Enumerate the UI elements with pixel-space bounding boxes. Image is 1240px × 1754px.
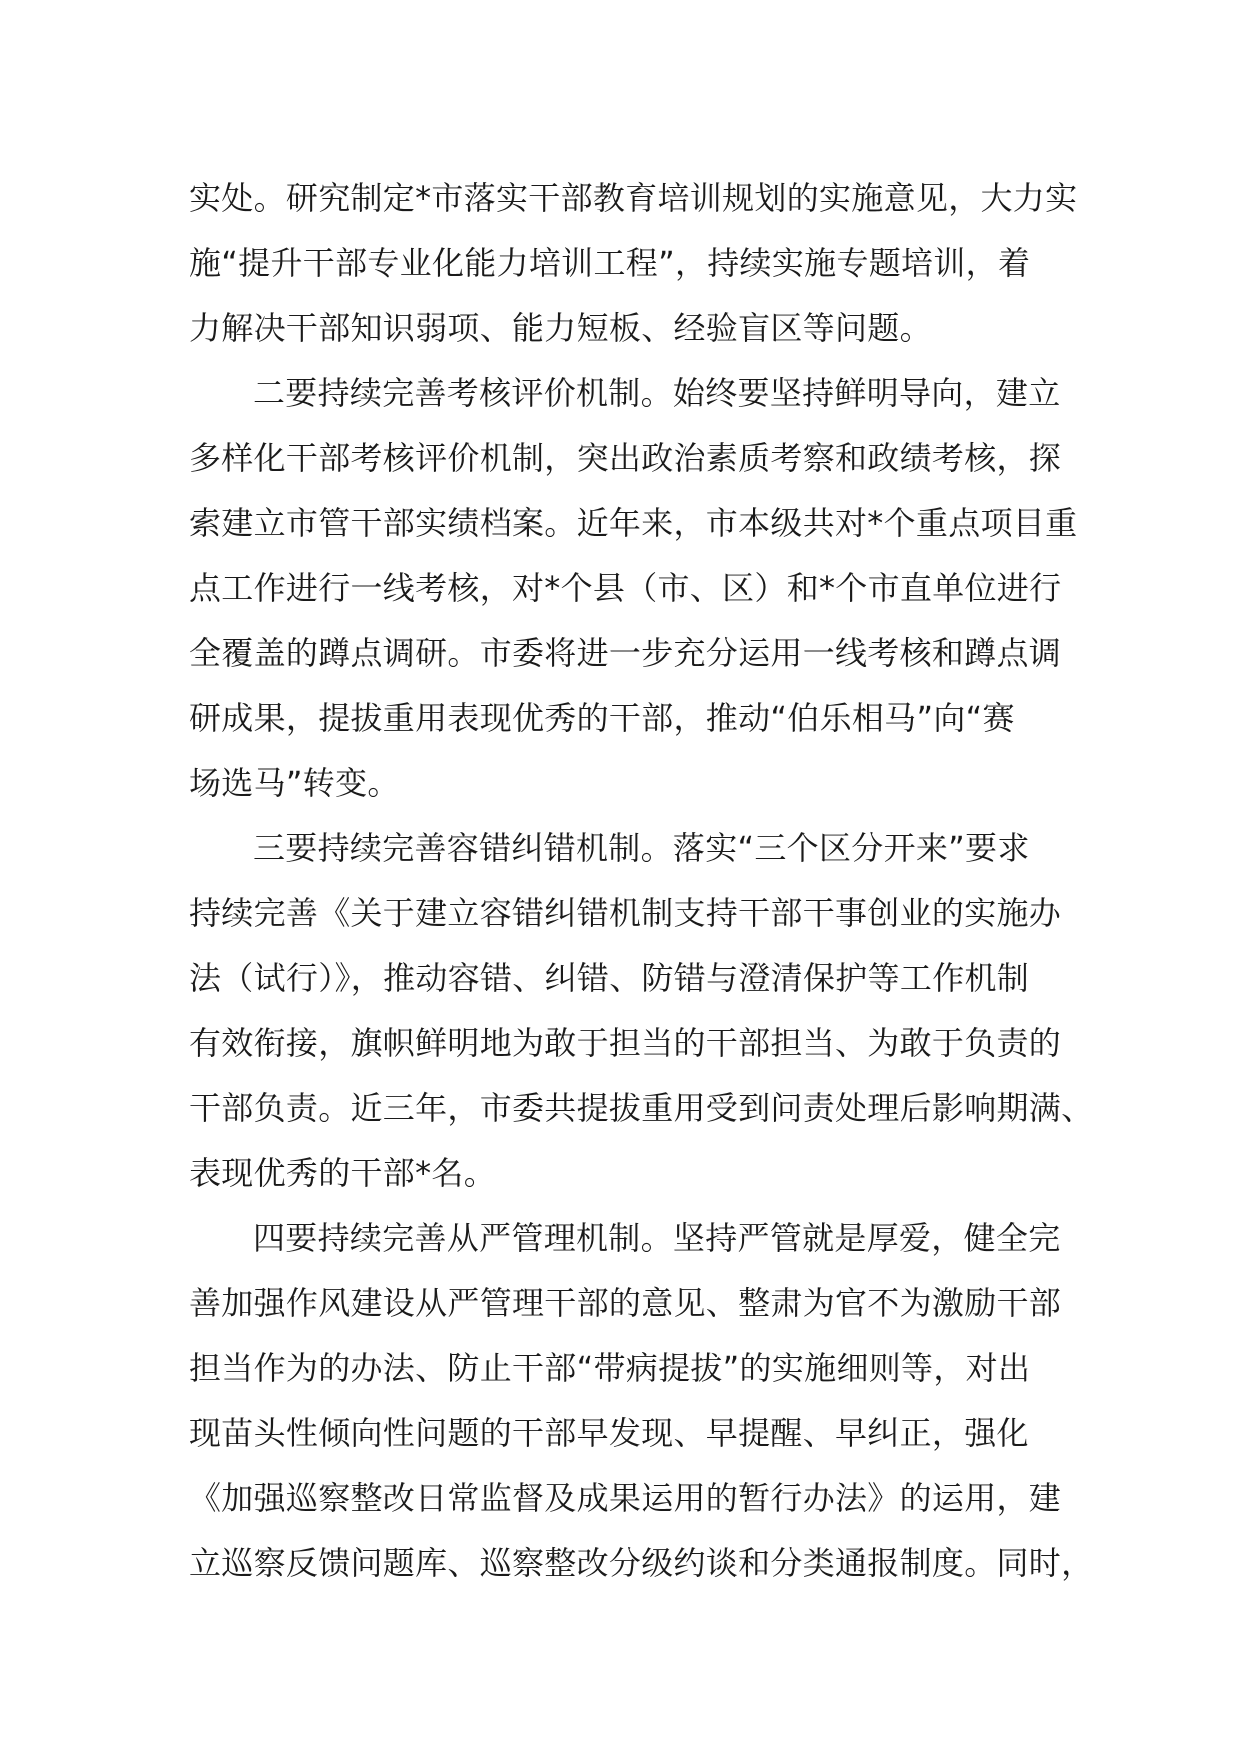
paragraph-start-line: 三要持续完善容错纠错机制。落实“三个区分开来”要求 <box>253 829 1030 867</box>
text-line: 《加强巡察整改日常监督及成果运用的暂行办法》的运用，建 <box>189 1479 1062 1517</box>
text-line: 点工作进行一线考核，对*个县（市、区）和*个市直单位进行 <box>189 569 1062 607</box>
text-line: 索建立市管干部实绩档案。近年来，市本级共对*个重点项目重 <box>189 504 1078 542</box>
text-line: 担当作为的办法、防止干部“带病提拔”的实施细则等，对出 <box>189 1349 1031 1387</box>
paragraph-start-line: 四要持续完善从严管理机制。坚持严管就是厚爱，健全完 <box>253 1219 1061 1257</box>
text-line: 表现优秀的干部*名。 <box>189 1154 497 1192</box>
text-line: 研成果，提拔重用表现优秀的干部，推动“伯乐相马”向“赛 <box>189 699 1015 737</box>
paragraph-start-line: 二要持续完善考核评价机制。始终要坚持鲜明导向，建立 <box>253 374 1061 412</box>
text-line: 立巡察反馈问题库、巡察整改分级约谈和分类通报制度。同时， <box>189 1544 1094 1582</box>
text-line: 全覆盖的蹲点调研。市委将进一步充分运用一线考核和蹲点调 <box>189 634 1062 672</box>
text-line: 持续完善《关于建立容错纠错机制支持干部干事创业的实施办 <box>189 894 1062 932</box>
body-text <box>189 166 1094 1596</box>
text-line: 力解决干部知识弱项、能力短板、经验盲区等问题。 <box>189 309 932 347</box>
text-line: 多样化干部考核评价机制，突出政治素质考察和政绩考核，探 <box>189 439 1062 477</box>
text-line: 场选马”转变。 <box>189 764 400 802</box>
text-line: 施“提升干部专业化能力培训工程”，持续实施专题培训，着 <box>189 244 1031 282</box>
text-line: 现苗头性倾向性问题的干部早发现、早提醒、早纠正，强化 <box>189 1414 1029 1452</box>
text-line: 干部负责。近三年，市委共提拔重用受到问责处理后影响期满、 <box>189 1089 1094 1127</box>
text-line: 法（试行）》，推动容错、纠错、防错与澄清保护等工作机制 <box>189 959 1030 997</box>
text-line: 有效衔接，旗帜鲜明地为敢于担当的干部担当、为敢于负责的 <box>189 1024 1062 1062</box>
text-line: 实处。研究制定*市落实干部教育培训规划的实施意见，大力实 <box>189 179 1078 217</box>
text-line: 善加强作风建设从严管理干部的意见、整肃为官不为激励干部 <box>189 1284 1062 1322</box>
